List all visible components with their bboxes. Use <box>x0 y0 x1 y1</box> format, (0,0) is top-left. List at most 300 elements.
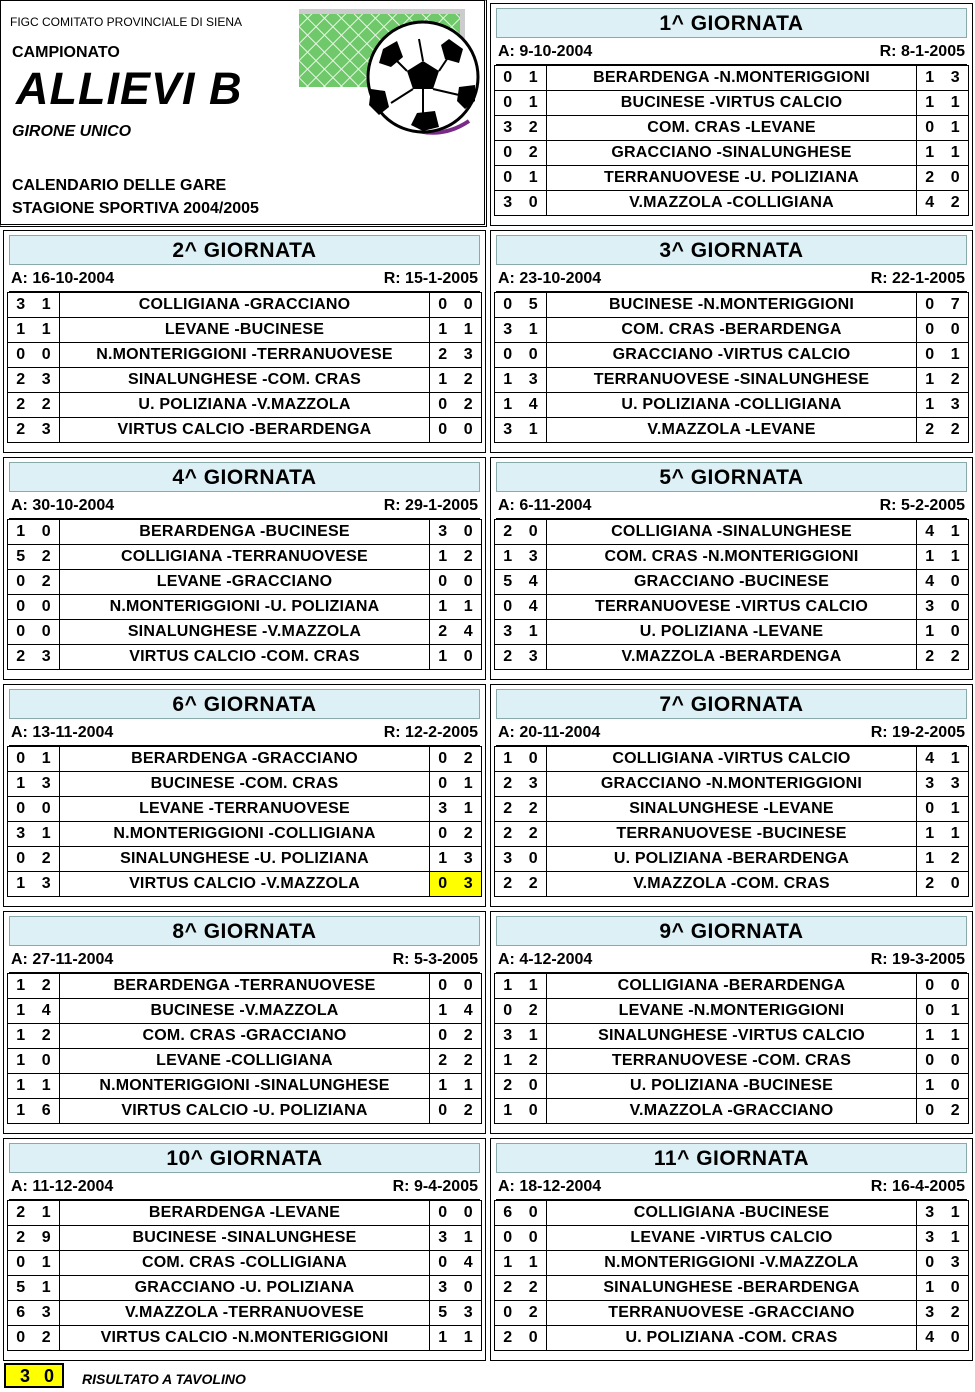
andata-home-score: 0 <box>495 141 521 166</box>
andata-away-score: 4 <box>521 393 547 418</box>
ritorno-away-score: 1 <box>943 999 969 1024</box>
andata-away-score: 4 <box>521 570 547 595</box>
match-teams: LEVANE -BUCINESE <box>60 318 430 343</box>
match-teams: SINALUNGHESE -BERARDENGA <box>547 1276 917 1301</box>
andata-away-score: 3 <box>521 545 547 570</box>
games-table <box>494 65 969 216</box>
match-teams: VIRTUS CALCIO -U. POLIZIANA <box>60 1099 430 1124</box>
game-row <box>8 1326 482 1351</box>
andata-away-score: 3 <box>34 1301 60 1326</box>
match-teams: COM. CRAS -COLLIGIANA <box>60 1251 430 1276</box>
andata-home-score: 5 <box>8 545 34 570</box>
game-row <box>495 318 969 343</box>
ritorno-away-score: 2 <box>456 545 482 570</box>
ritorno-away-score: 2 <box>943 1301 969 1326</box>
match-teams: COM. CRAS -BERARDENGA <box>547 318 917 343</box>
ritorno-home-score: 1 <box>917 545 943 570</box>
ritorno-date: R: 22-1-2005 <box>870 270 965 287</box>
ritorno-away-score: 3 <box>456 1301 482 1326</box>
game-row <box>8 1049 482 1074</box>
andata-date: A: 27-11-2004 <box>11 951 114 968</box>
match-teams: COLLIGIANA -SINALUNGHESE <box>547 520 917 545</box>
andata-home-score: 6 <box>495 1201 521 1226</box>
ritorno-home-score: 4 <box>917 747 943 772</box>
ritorno-away-score: 0 <box>943 595 969 620</box>
andata-home-score: 0 <box>8 1326 34 1351</box>
game-row <box>495 393 969 418</box>
round-title: 1^ GIORNATA <box>496 8 967 38</box>
andata-home-score: 0 <box>8 797 34 822</box>
round-title: 9^ GIORNATA <box>496 916 967 946</box>
andata-away-score: 3 <box>34 645 60 670</box>
ritorno-away-score: 4 <box>456 620 482 645</box>
game-row <box>495 520 969 545</box>
soccer-goal-ball-icon <box>299 9 481 141</box>
andata-home-score: 1 <box>8 1024 34 1049</box>
ritorno-away-score: 1 <box>456 797 482 822</box>
ritorno-date: R: 29-1-2005 <box>383 497 478 514</box>
game-row <box>495 1301 969 1326</box>
match-teams: VIRTUS CALCIO -COM. CRAS <box>60 645 430 670</box>
header-panel <box>0 0 487 227</box>
game-row <box>8 797 482 822</box>
game-row <box>495 368 969 393</box>
group-label: GIRONE UNICO <box>12 123 132 140</box>
ritorno-away-score: 3 <box>943 66 969 91</box>
ritorno-home-score: 1 <box>430 1074 456 1099</box>
ritorno-home-score: 0 <box>430 974 456 999</box>
match-teams: N.MONTERIGGIONI -SINALUNGHESE <box>60 1074 430 1099</box>
andata-away-score: 2 <box>34 847 60 872</box>
match-teams: TERRANUOVESE -VIRTUS CALCIO <box>547 595 917 620</box>
andata-away-score: 1 <box>521 318 547 343</box>
season-label: STAGIONE SPORTIVA 2004/2005 <box>12 200 259 217</box>
ritorno-home-score: 0 <box>430 772 456 797</box>
andata-home-score: 0 <box>8 620 34 645</box>
game-row <box>495 1099 969 1124</box>
andata-home-score: 2 <box>495 1326 521 1351</box>
andata-home-score: 1 <box>495 368 521 393</box>
game-row <box>495 974 969 999</box>
match-teams: U. POLIZIANA -BERARDENGA <box>547 847 917 872</box>
andata-away-score: 9 <box>34 1226 60 1251</box>
andata-home-score: 5 <box>8 1276 34 1301</box>
game-row <box>8 1074 482 1099</box>
andata-away-score: 0 <box>521 1226 547 1251</box>
andata-away-score: 2 <box>521 1301 547 1326</box>
andata-away-score: 1 <box>34 293 60 318</box>
game-row <box>8 1276 482 1301</box>
match-teams: SINALUNGHESE -VIRTUS CALCIO <box>547 1024 917 1049</box>
ritorno-home-score: 4 <box>917 520 943 545</box>
ritorno-away-score: 0 <box>456 1276 482 1301</box>
andata-home-score: 1 <box>8 1049 34 1074</box>
ritorno-away-score: 2 <box>456 1099 482 1124</box>
match-teams: LEVANE -COLLIGIANA <box>60 1049 430 1074</box>
andata-home-score: 2 <box>495 1074 521 1099</box>
ritorno-away-score: 1 <box>943 141 969 166</box>
andata-home-score: 1 <box>495 1049 521 1074</box>
game-row <box>8 545 482 570</box>
andata-home-score: 0 <box>8 343 34 368</box>
ritorno-away-score: 1 <box>456 595 482 620</box>
andata-away-score: 2 <box>34 1024 60 1049</box>
ritorno-home-score: 3 <box>430 1226 456 1251</box>
andata-home-score: 3 <box>495 116 521 141</box>
andata-away-score: 3 <box>521 772 547 797</box>
ritorno-home-score: 1 <box>917 620 943 645</box>
match-teams: N.MONTERIGGIONI -TERRANUOVESE <box>60 343 430 368</box>
ritorno-away-score: 3 <box>943 772 969 797</box>
ritorno-home-score: 0 <box>430 1099 456 1124</box>
game-row <box>495 66 969 91</box>
round-block <box>3 911 486 1134</box>
game-row <box>8 645 482 670</box>
ritorno-home-score: 3 <box>917 1301 943 1326</box>
andata-home-score: 2 <box>8 645 34 670</box>
game-row <box>495 847 969 872</box>
ritorno-date: R: 15-1-2005 <box>383 270 478 287</box>
andata-away-score: 0 <box>521 1074 547 1099</box>
game-row <box>8 595 482 620</box>
andata-away-score: 2 <box>34 393 60 418</box>
match-teams: SINALUNGHESE -U. POLIZIANA <box>60 847 430 872</box>
game-row <box>495 91 969 116</box>
game-row <box>495 747 969 772</box>
andata-home-score: 2 <box>495 797 521 822</box>
game-row <box>495 1276 969 1301</box>
game-row <box>495 418 969 443</box>
match-teams: TERRANUOVESE -U. POLIZIANA <box>547 166 917 191</box>
game-row <box>495 141 969 166</box>
championship-label: CAMPIONATO <box>12 44 120 61</box>
round-title: 2^ GIORNATA <box>9 235 480 265</box>
andata-home-score: 1 <box>495 1099 521 1124</box>
ritorno-home-score: 0 <box>917 343 943 368</box>
game-row <box>495 570 969 595</box>
ritorno-home-score: 1 <box>917 91 943 116</box>
ritorno-home-score: 1 <box>917 141 943 166</box>
andata-home-score: 2 <box>495 1276 521 1301</box>
ritorno-away-score: 0 <box>943 974 969 999</box>
andata-home-score: 1 <box>8 520 34 545</box>
andata-home-score: 2 <box>495 645 521 670</box>
ritorno-home-score: 0 <box>917 1251 943 1276</box>
andata-home-score: 0 <box>495 166 521 191</box>
ritorno-away-score: 1 <box>456 772 482 797</box>
match-teams: V.MAZZOLA -GRACCIANO <box>547 1099 917 1124</box>
match-teams: BERARDENGA -N.MONTERIGGIONI <box>547 66 917 91</box>
ritorno-away-score: 0 <box>943 318 969 343</box>
round-dates <box>496 721 967 746</box>
match-teams: COLLIGIANA -VIRTUS CALCIO <box>547 747 917 772</box>
andata-away-score: 1 <box>34 1251 60 1276</box>
ritorno-date: R: 19-3-2005 <box>870 951 965 968</box>
ritorno-home-score: 0 <box>430 293 456 318</box>
ritorno-away-score: 1 <box>943 520 969 545</box>
ritorno-away-score: 0 <box>456 418 482 443</box>
ritorno-home-score: 5 <box>430 1301 456 1326</box>
round-block <box>490 3 973 226</box>
match-teams: COM. CRAS -LEVANE <box>547 116 917 141</box>
ritorno-home-score: 2 <box>430 343 456 368</box>
ritorno-date: R: 19-2-2005 <box>870 724 965 741</box>
ritorno-away-score: 0 <box>943 166 969 191</box>
ritorno-home-score: 2 <box>430 1049 456 1074</box>
games-table <box>7 519 482 670</box>
andata-away-score: 1 <box>521 166 547 191</box>
andata-home-score: 3 <box>8 293 34 318</box>
match-teams: TERRANUOVESE -SINALUNGHESE <box>547 368 917 393</box>
ritorno-away-score: 2 <box>456 368 482 393</box>
ritorno-away-score: 3 <box>943 1251 969 1276</box>
match-teams: LEVANE -GRACCIANO <box>60 570 430 595</box>
andata-home-score: 3 <box>495 1024 521 1049</box>
andata-home-score: 0 <box>8 747 34 772</box>
ritorno-home-score: 2 <box>917 166 943 191</box>
ritorno-away-score: 0 <box>456 974 482 999</box>
andata-away-score: 1 <box>34 1074 60 1099</box>
ritorno-home-score: 0 <box>917 999 943 1024</box>
round-dates <box>9 1175 480 1200</box>
game-row <box>8 974 482 999</box>
ritorno-away-score: 2 <box>456 393 482 418</box>
game-row <box>8 1226 482 1251</box>
legend-score-2: 0 <box>44 1366 55 1386</box>
game-row <box>8 570 482 595</box>
round-title: 6^ GIORNATA <box>9 689 480 719</box>
ritorno-home-score: 0 <box>917 797 943 822</box>
andata-away-score: 1 <box>521 418 547 443</box>
ritorno-away-score: 0 <box>456 645 482 670</box>
andata-date: A: 20-11-2004 <box>498 724 601 741</box>
ritorno-away-score: 1 <box>943 797 969 822</box>
game-row <box>8 822 482 847</box>
game-row <box>495 1326 969 1351</box>
game-row <box>495 1226 969 1251</box>
andata-home-score: 2 <box>8 368 34 393</box>
andata-away-score: 0 <box>521 191 547 216</box>
ritorno-home-score: 3 <box>430 797 456 822</box>
match-teams: LEVANE -TERRANUOVESE <box>60 797 430 822</box>
ritorno-date: R: 16-4-2005 <box>870 1178 965 1195</box>
match-teams: BERARDENGA -LEVANE <box>60 1201 430 1226</box>
ritorno-away-score: 1 <box>943 343 969 368</box>
ritorno-away-score: 1 <box>943 1201 969 1226</box>
ritorno-home-score: 0 <box>917 974 943 999</box>
match-teams: BUCINESE -COM. CRAS <box>60 772 430 797</box>
andata-home-score: 2 <box>495 520 521 545</box>
ritorno-home-score: 3 <box>430 1276 456 1301</box>
game-row <box>8 772 482 797</box>
match-teams: N.MONTERIGGIONI -COLLIGIANA <box>60 822 430 847</box>
ritorno-home-score: 1 <box>917 1074 943 1099</box>
andata-away-score: 2 <box>521 822 547 847</box>
ritorno-home-score: 2 <box>430 620 456 645</box>
andata-home-score: 1 <box>495 1251 521 1276</box>
ritorno-home-score: 3 <box>917 772 943 797</box>
game-row <box>8 343 482 368</box>
ritorno-away-score: 0 <box>943 1326 969 1351</box>
game-row <box>495 772 969 797</box>
match-teams: GRACCIANO -SINALUNGHESE <box>547 141 917 166</box>
ritorno-away-score: 0 <box>943 1276 969 1301</box>
game-row <box>495 1201 969 1226</box>
andata-home-score: 1 <box>495 747 521 772</box>
andata-home-score: 2 <box>495 872 521 897</box>
game-row <box>495 1049 969 1074</box>
andata-away-score: 0 <box>521 747 547 772</box>
andata-away-score: 2 <box>521 116 547 141</box>
andata-away-score: 0 <box>34 595 60 620</box>
ritorno-away-score: 1 <box>943 91 969 116</box>
game-row <box>495 545 969 570</box>
game-row <box>495 1251 969 1276</box>
andata-away-score: 0 <box>34 620 60 645</box>
ritorno-away-score: 2 <box>943 368 969 393</box>
match-teams: SINALUNGHESE -V.MAZZOLA <box>60 620 430 645</box>
andata-date: A: 16-10-2004 <box>11 270 115 287</box>
ritorno-home-score: 1 <box>430 645 456 670</box>
game-row <box>8 999 482 1024</box>
andata-home-score: 3 <box>8 822 34 847</box>
committee-label: FIGC COMITATO PROVINCIALE DI SIENA <box>10 15 243 29</box>
andata-home-score: 1 <box>8 974 34 999</box>
game-row <box>8 1024 482 1049</box>
andata-away-score: 2 <box>34 570 60 595</box>
ritorno-away-score: 2 <box>456 747 482 772</box>
andata-away-score: 0 <box>34 797 60 822</box>
andata-home-score: 2 <box>8 1226 34 1251</box>
ritorno-home-score: 0 <box>917 1049 943 1074</box>
round-block <box>3 684 486 907</box>
ritorno-away-score: 0 <box>943 1049 969 1074</box>
game-row <box>495 872 969 897</box>
match-teams: U. POLIZIANA -COM. CRAS <box>547 1326 917 1351</box>
game-row <box>8 1201 482 1226</box>
ritorno-home-score: 1 <box>430 1326 456 1351</box>
ritorno-away-score: 1 <box>943 1024 969 1049</box>
andata-away-score: 4 <box>521 595 547 620</box>
round-dates <box>496 1175 967 1200</box>
ritorno-away-score: 3 <box>456 847 482 872</box>
ritorno-date: R: 12-2-2005 <box>383 724 478 741</box>
ritorno-away-score: 2 <box>456 822 482 847</box>
ritorno-away-score: 3 <box>456 872 482 897</box>
ritorno-away-score: 2 <box>943 847 969 872</box>
ritorno-home-score: 0 <box>430 1251 456 1276</box>
andata-home-score: 0 <box>495 91 521 116</box>
andata-home-score: 3 <box>495 318 521 343</box>
ritorno-away-score: 1 <box>456 1074 482 1099</box>
ritorno-home-score: 1 <box>917 66 943 91</box>
game-row <box>8 418 482 443</box>
andata-away-score: 3 <box>34 418 60 443</box>
game-row <box>8 368 482 393</box>
ritorno-home-score: 2 <box>917 872 943 897</box>
round-title: 11^ GIORNATA <box>496 1143 967 1173</box>
round-block <box>490 684 973 907</box>
game-row <box>8 318 482 343</box>
andata-home-score: 0 <box>8 847 34 872</box>
ritorno-home-score: 4 <box>917 1326 943 1351</box>
match-teams: BUCINESE -V.MAZZOLA <box>60 999 430 1024</box>
andata-away-score: 1 <box>521 620 547 645</box>
match-teams: V.MAZZOLA -LEVANE <box>547 418 917 443</box>
andata-home-score: 2 <box>8 1201 34 1226</box>
andata-home-score: 2 <box>8 418 34 443</box>
match-teams: GRACCIANO -U. POLIZIANA <box>60 1276 430 1301</box>
ritorno-home-score: 1 <box>430 318 456 343</box>
game-row <box>8 1251 482 1276</box>
round-dates <box>496 948 967 973</box>
round-title: 3^ GIORNATA <box>496 235 967 265</box>
ritorno-away-score: 1 <box>943 1226 969 1251</box>
ritorno-home-score: 1 <box>430 847 456 872</box>
andata-away-score: 3 <box>521 645 547 670</box>
andata-date: A: 23-10-2004 <box>498 270 602 287</box>
ritorno-away-score: 1 <box>456 318 482 343</box>
game-row <box>495 191 969 216</box>
game-row <box>8 1301 482 1326</box>
andata-date: A: 18-12-2004 <box>498 1178 602 1195</box>
round-title: 7^ GIORNATA <box>496 689 967 719</box>
match-teams: COLLIGIANA -TERRANUOVESE <box>60 545 430 570</box>
andata-away-score: 1 <box>34 747 60 772</box>
andata-home-score: 0 <box>8 1251 34 1276</box>
ritorno-home-score: 0 <box>917 1099 943 1124</box>
match-teams: COLLIGIANA -BERARDENGA <box>547 974 917 999</box>
ritorno-home-score: 0 <box>430 822 456 847</box>
match-teams: GRACCIANO -N.MONTERIGGIONI <box>547 772 917 797</box>
match-teams: U. POLIZIANA -COLLIGIANA <box>547 393 917 418</box>
match-teams: GRACCIANO -BUCINESE <box>547 570 917 595</box>
andata-home-score: 5 <box>495 570 521 595</box>
match-teams: COLLIGIANA -BUCINESE <box>547 1201 917 1226</box>
match-teams: V.MAZZOLA -BERARDENGA <box>547 645 917 670</box>
round-block <box>3 1138 486 1361</box>
match-teams: BUCINESE -N.MONTERIGGIONI <box>547 293 917 318</box>
game-row <box>495 620 969 645</box>
ritorno-home-score: 1 <box>917 822 943 847</box>
legend-text: RISULTATO A TAVOLINO <box>82 1371 246 1387</box>
andata-date: A: 4-12-2004 <box>498 951 593 968</box>
ritorno-home-score: 1 <box>430 368 456 393</box>
andata-home-score: 0 <box>495 66 521 91</box>
andata-date: A: 9-10-2004 <box>498 43 593 60</box>
round-title: 4^ GIORNATA <box>9 462 480 492</box>
game-row <box>8 1099 482 1124</box>
ritorno-away-score: 1 <box>456 1326 482 1351</box>
ritorno-away-score: 0 <box>456 570 482 595</box>
ritorno-away-score: 0 <box>456 293 482 318</box>
ritorno-home-score: 4 <box>917 570 943 595</box>
andata-away-score: 1 <box>521 91 547 116</box>
ritorno-home-score: 0 <box>917 293 943 318</box>
ritorno-away-score: 3 <box>943 393 969 418</box>
andata-away-score: 0 <box>34 1049 60 1074</box>
ritorno-away-score: 1 <box>456 1226 482 1251</box>
round-dates <box>496 494 967 519</box>
ritorno-home-score: 0 <box>430 570 456 595</box>
game-row <box>495 797 969 822</box>
andata-home-score: 0 <box>495 999 521 1024</box>
game-row <box>8 293 482 318</box>
ritorno-home-score: 0 <box>430 747 456 772</box>
andata-home-score: 0 <box>495 343 521 368</box>
ritorno-home-score: 1 <box>430 545 456 570</box>
ritorno-away-score: 7 <box>943 293 969 318</box>
